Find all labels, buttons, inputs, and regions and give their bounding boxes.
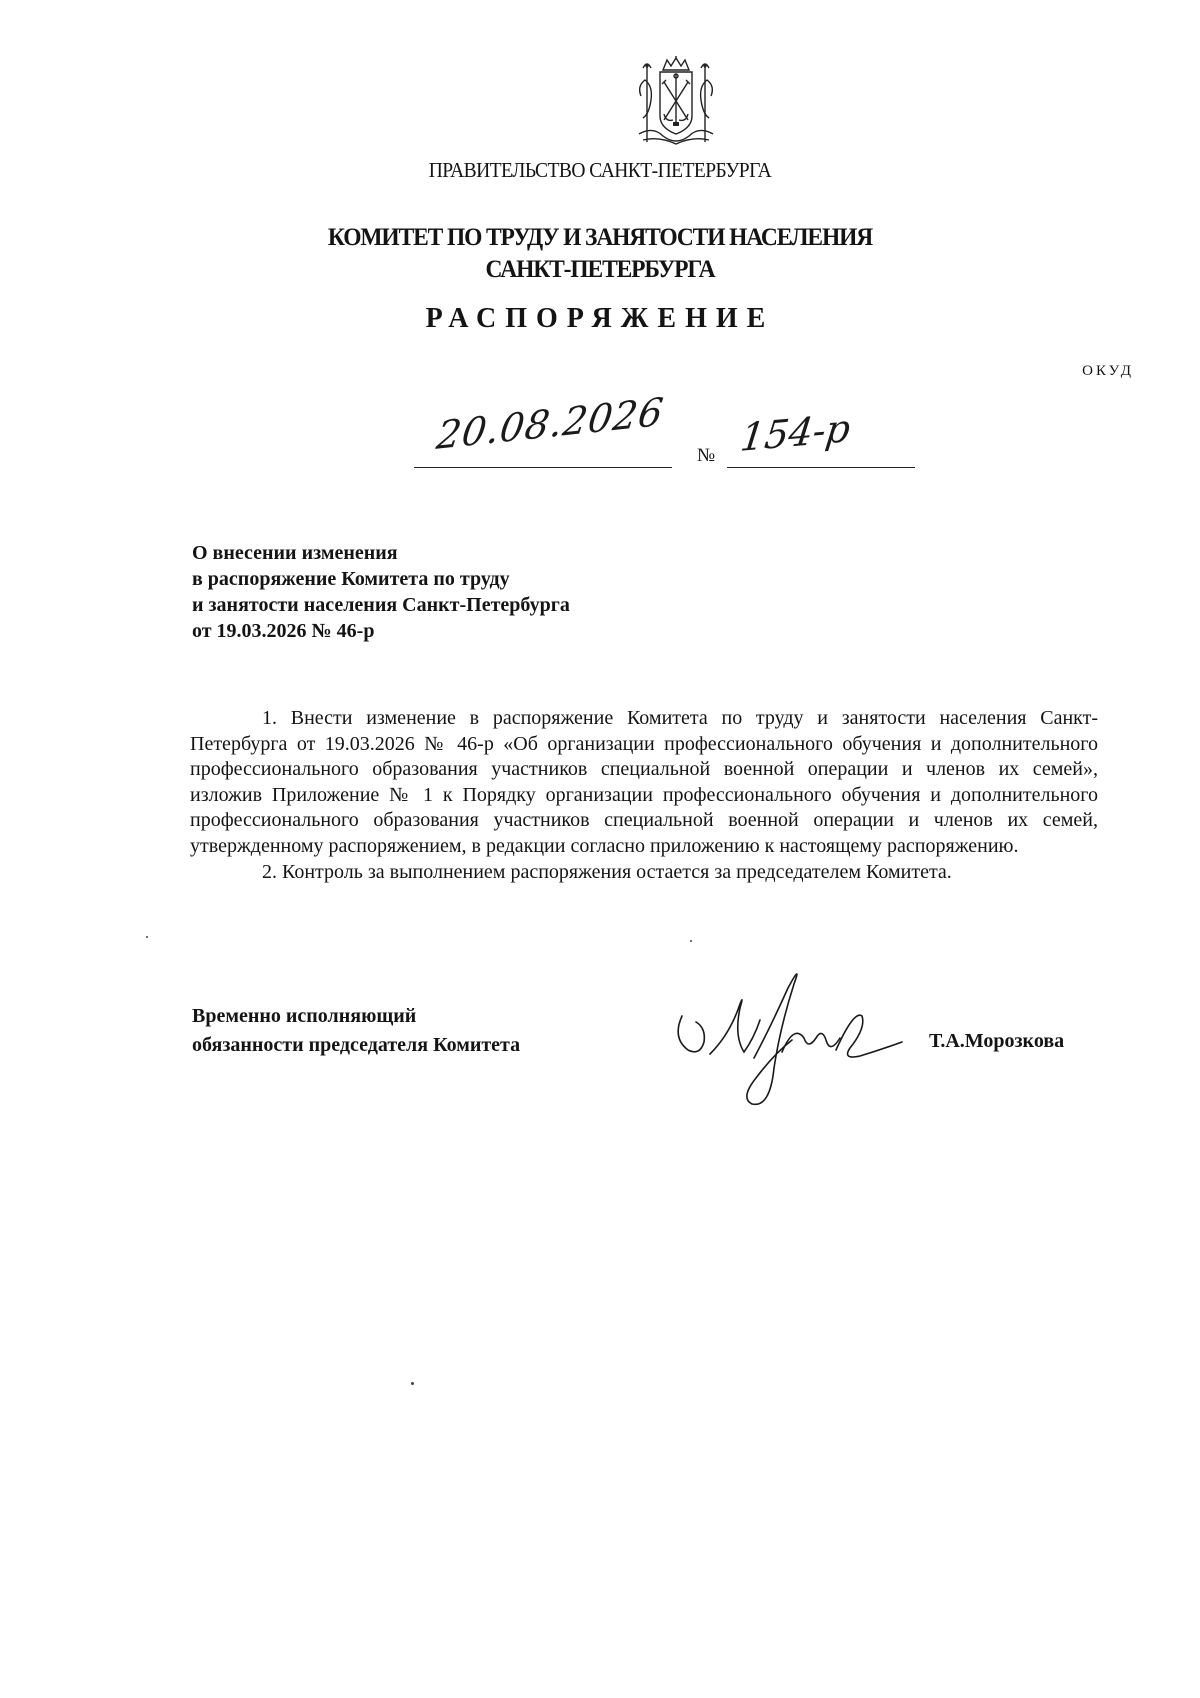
coat-of-arms-icon <box>633 56 719 148</box>
handwritten-date: 20.08.2026 <box>434 389 667 458</box>
number-underline <box>727 467 915 468</box>
scan-speck <box>411 1382 414 1385</box>
scan-speck <box>146 936 148 938</box>
document-subject <box>192 540 570 644</box>
government-name: ПРАВИТЕЛЬСТВО САНКТ-ПЕТЕРБУРГА <box>428 158 772 182</box>
signatory-title-line: обязанности председателя Комитета <box>192 1034 521 1056</box>
body-paragraph: 2. Контроль за выполнением распоряжения остается за председателем Комитета. <box>262 860 952 883</box>
signatory-title-line: Временно исполняющий <box>192 1005 417 1027</box>
subject-line: и занятости населения Санкт-Петербурга <box>192 594 570 616</box>
subject-line: от 19.03.2026 № 46-р <box>192 620 375 642</box>
scan-speck <box>690 940 692 942</box>
handwritten-signature-icon <box>670 958 910 1118</box>
body-paragraph: 1. Внести изменение в распоряжение Комитета по труду и занятости населения Санкт-Петербурга от 19.03.2026 № 46-р «Об организации профессионального обучения и дополнительного профессионального образования участников специальной военной операции и членов их семей», изложив Приложение № 1 к Порядку организации профессионального обучения и дополнительного профессионального образования участников специальной военной операции и членов их семей, утвержденному распоряжением, в редакции согласно приложению к настоящему распоряжению. <box>190 707 1098 857</box>
subject-line: в распоряжение Комитета по труду <box>192 568 510 590</box>
signatory-name: Т.А.Морозкова <box>929 1030 1065 1052</box>
date-underline <box>414 467 672 468</box>
committee-name <box>36 222 1164 286</box>
subject-line: О внесении изменения <box>192 542 398 564</box>
document-type: РАСПОРЯЖЕНИЕ <box>425 303 775 334</box>
signatory-title <box>192 1002 520 1060</box>
number-sign: № <box>697 445 716 466</box>
okud-label: ОКУД <box>1082 363 1134 379</box>
handwritten-number: 154-р <box>738 405 853 460</box>
document-body <box>190 706 1098 885</box>
committee-name-line: САНКТ-ПЕТЕРБУРГА <box>485 256 715 283</box>
committee-name-line: КОМИТЕТ ПО ТРУДУ И ЗАНЯТОСТИ НАСЕЛЕНИЯ <box>327 224 873 251</box>
